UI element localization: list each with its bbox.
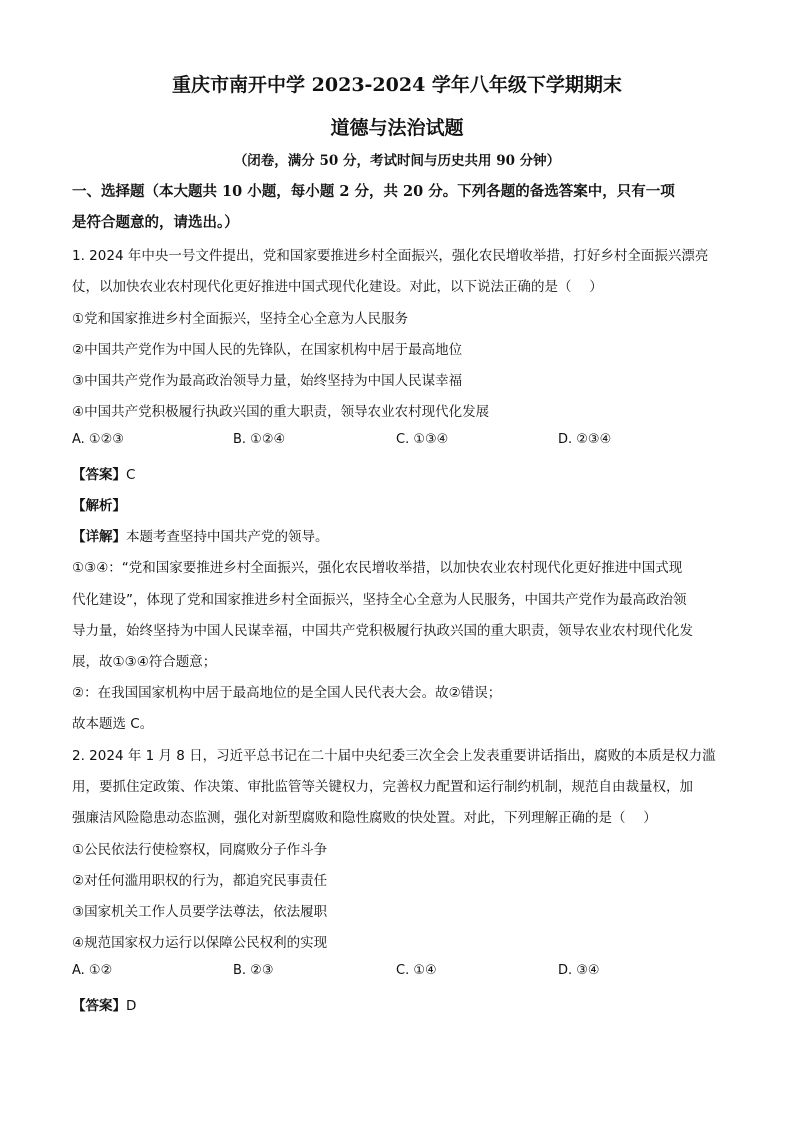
q2-item: ③国家机关工作人员要学法尊法，依法履职 — [72, 904, 328, 920]
q2-stem-line: 2. 2024 年 1 月 8 日，习近平总书记在二十届中央纪委三次全会上发表重要讲话指出，腐败的本质是权力滥 — [72, 748, 716, 764]
q2-option-d: D. ③④ — [558, 963, 600, 978]
q2-item: ①公民依法行使检察权，同腐败分子作斗争 — [72, 842, 328, 858]
q1-answer — [72, 463, 135, 483]
q1-item: ②中国共产党作为中国人民的先锋队，在国家机构中居于最高地位 — [72, 342, 463, 358]
answer-value: C — [126, 467, 136, 483]
section-heading-line: 是符合题意的，请选出。） — [72, 214, 239, 231]
q2-stem-line: 用，要抓住定政策、作决策、审批监管等关键权力，完善权力配置和运行制约机制，规范自由裁量权，加 — [72, 779, 693, 795]
q1-item: ①党和国家推进乡村全面振兴，坚持全心全意为人民服务 — [72, 311, 409, 327]
answer-value: D — [126, 998, 137, 1014]
q2-item: ②对任何滥用职权的行为，都追究民事责任 — [72, 873, 328, 889]
q1-explain-line: ①③④：“党和国家要推进乡村全面振兴，强化农民增收举措，以加快农业农村现代化更好推进中国式现 — [72, 560, 683, 576]
exam-subject: 道德与法治试题 — [330, 117, 464, 139]
answer-tag: 【答案】 — [72, 467, 126, 483]
q1-item: ③中国共产党作为最高政治领导力量，始终坚持为中国人民谋幸福 — [72, 373, 463, 389]
q2-stem-line: 强廉洁风险隐患动态监测，强化对新型腐败和隐性腐败的快处置。对此，下列理解正确的是（ ） — [72, 810, 657, 826]
q1-explain-line: 代化建设”，体现了党和国家推进乡村全面振兴，坚持全心全意为人民服务，中国共产党作为最高政治领 — [72, 592, 687, 608]
q1-option-d: D. ②③④ — [558, 432, 612, 447]
q1-explain-line: 导力量，始终坚持为中国人民谋幸福，中国共产党积极履行执政兴国的重大职责，领导农业农村现代化发 — [72, 623, 693, 639]
q2-item: ④规范国家权力运行以保障公民权利的实现 — [72, 935, 328, 951]
q1-explain-line: ②：在我国国家机构中居于最高地位的是全国人民代表大会。故②错误； — [72, 685, 502, 701]
exam-title: 重庆市南开中学 2023-2024 学年八年级下学期期末 — [172, 74, 622, 96]
q1-option-a: A. ①②③ — [72, 432, 124, 447]
q2-option-c: C. ①④ — [396, 963, 437, 978]
q1-stem-line: 1. 2024 年中央一号文件提出，党和国家要推进乡村全面振兴，强化农民增收举措，打好乡村全面振兴漂亮 — [72, 248, 709, 264]
q1-stem-line: 仗，以加快农业农村现代化更好推进中国式现代化建设。对此，以下说法正确的是（ ） — [72, 279, 603, 295]
exam-note: （闭卷，满分 50 分，考试时间与历史共用 90 分钟） — [233, 153, 561, 169]
section-heading — [72, 176, 732, 238]
answer-tag: 【答案】 — [72, 998, 126, 1014]
q1-option-c: C. ①③④ — [396, 432, 449, 447]
section-heading-line: 一、选择题（本大题共 10 小题，每小题 2 分，共 20 分。下列各题的备选答案中，只有一项 — [72, 183, 675, 200]
q1-item: ④中国共产党积极履行执政兴国的重大职责，领导农业农村现代化发展 — [72, 404, 490, 420]
detail-text: 本题考查坚持中国共产党的领导。 — [126, 529, 329, 545]
q2-answer — [72, 994, 136, 1014]
q2-option-a: A. ①② — [72, 963, 113, 978]
q1-option-b: B. ①②④ — [233, 432, 286, 447]
q1-explain-line: 展，故①③④符合题意； — [72, 654, 217, 670]
q1-explain-line: 故本题选 C。 — [72, 716, 154, 732]
q1-analysis-tag: 【解析】 — [72, 498, 126, 514]
detail-tag: 【详解】 — [72, 529, 126, 545]
q2-option-b: B. ②③ — [233, 963, 274, 978]
q1-detail — [72, 525, 329, 545]
